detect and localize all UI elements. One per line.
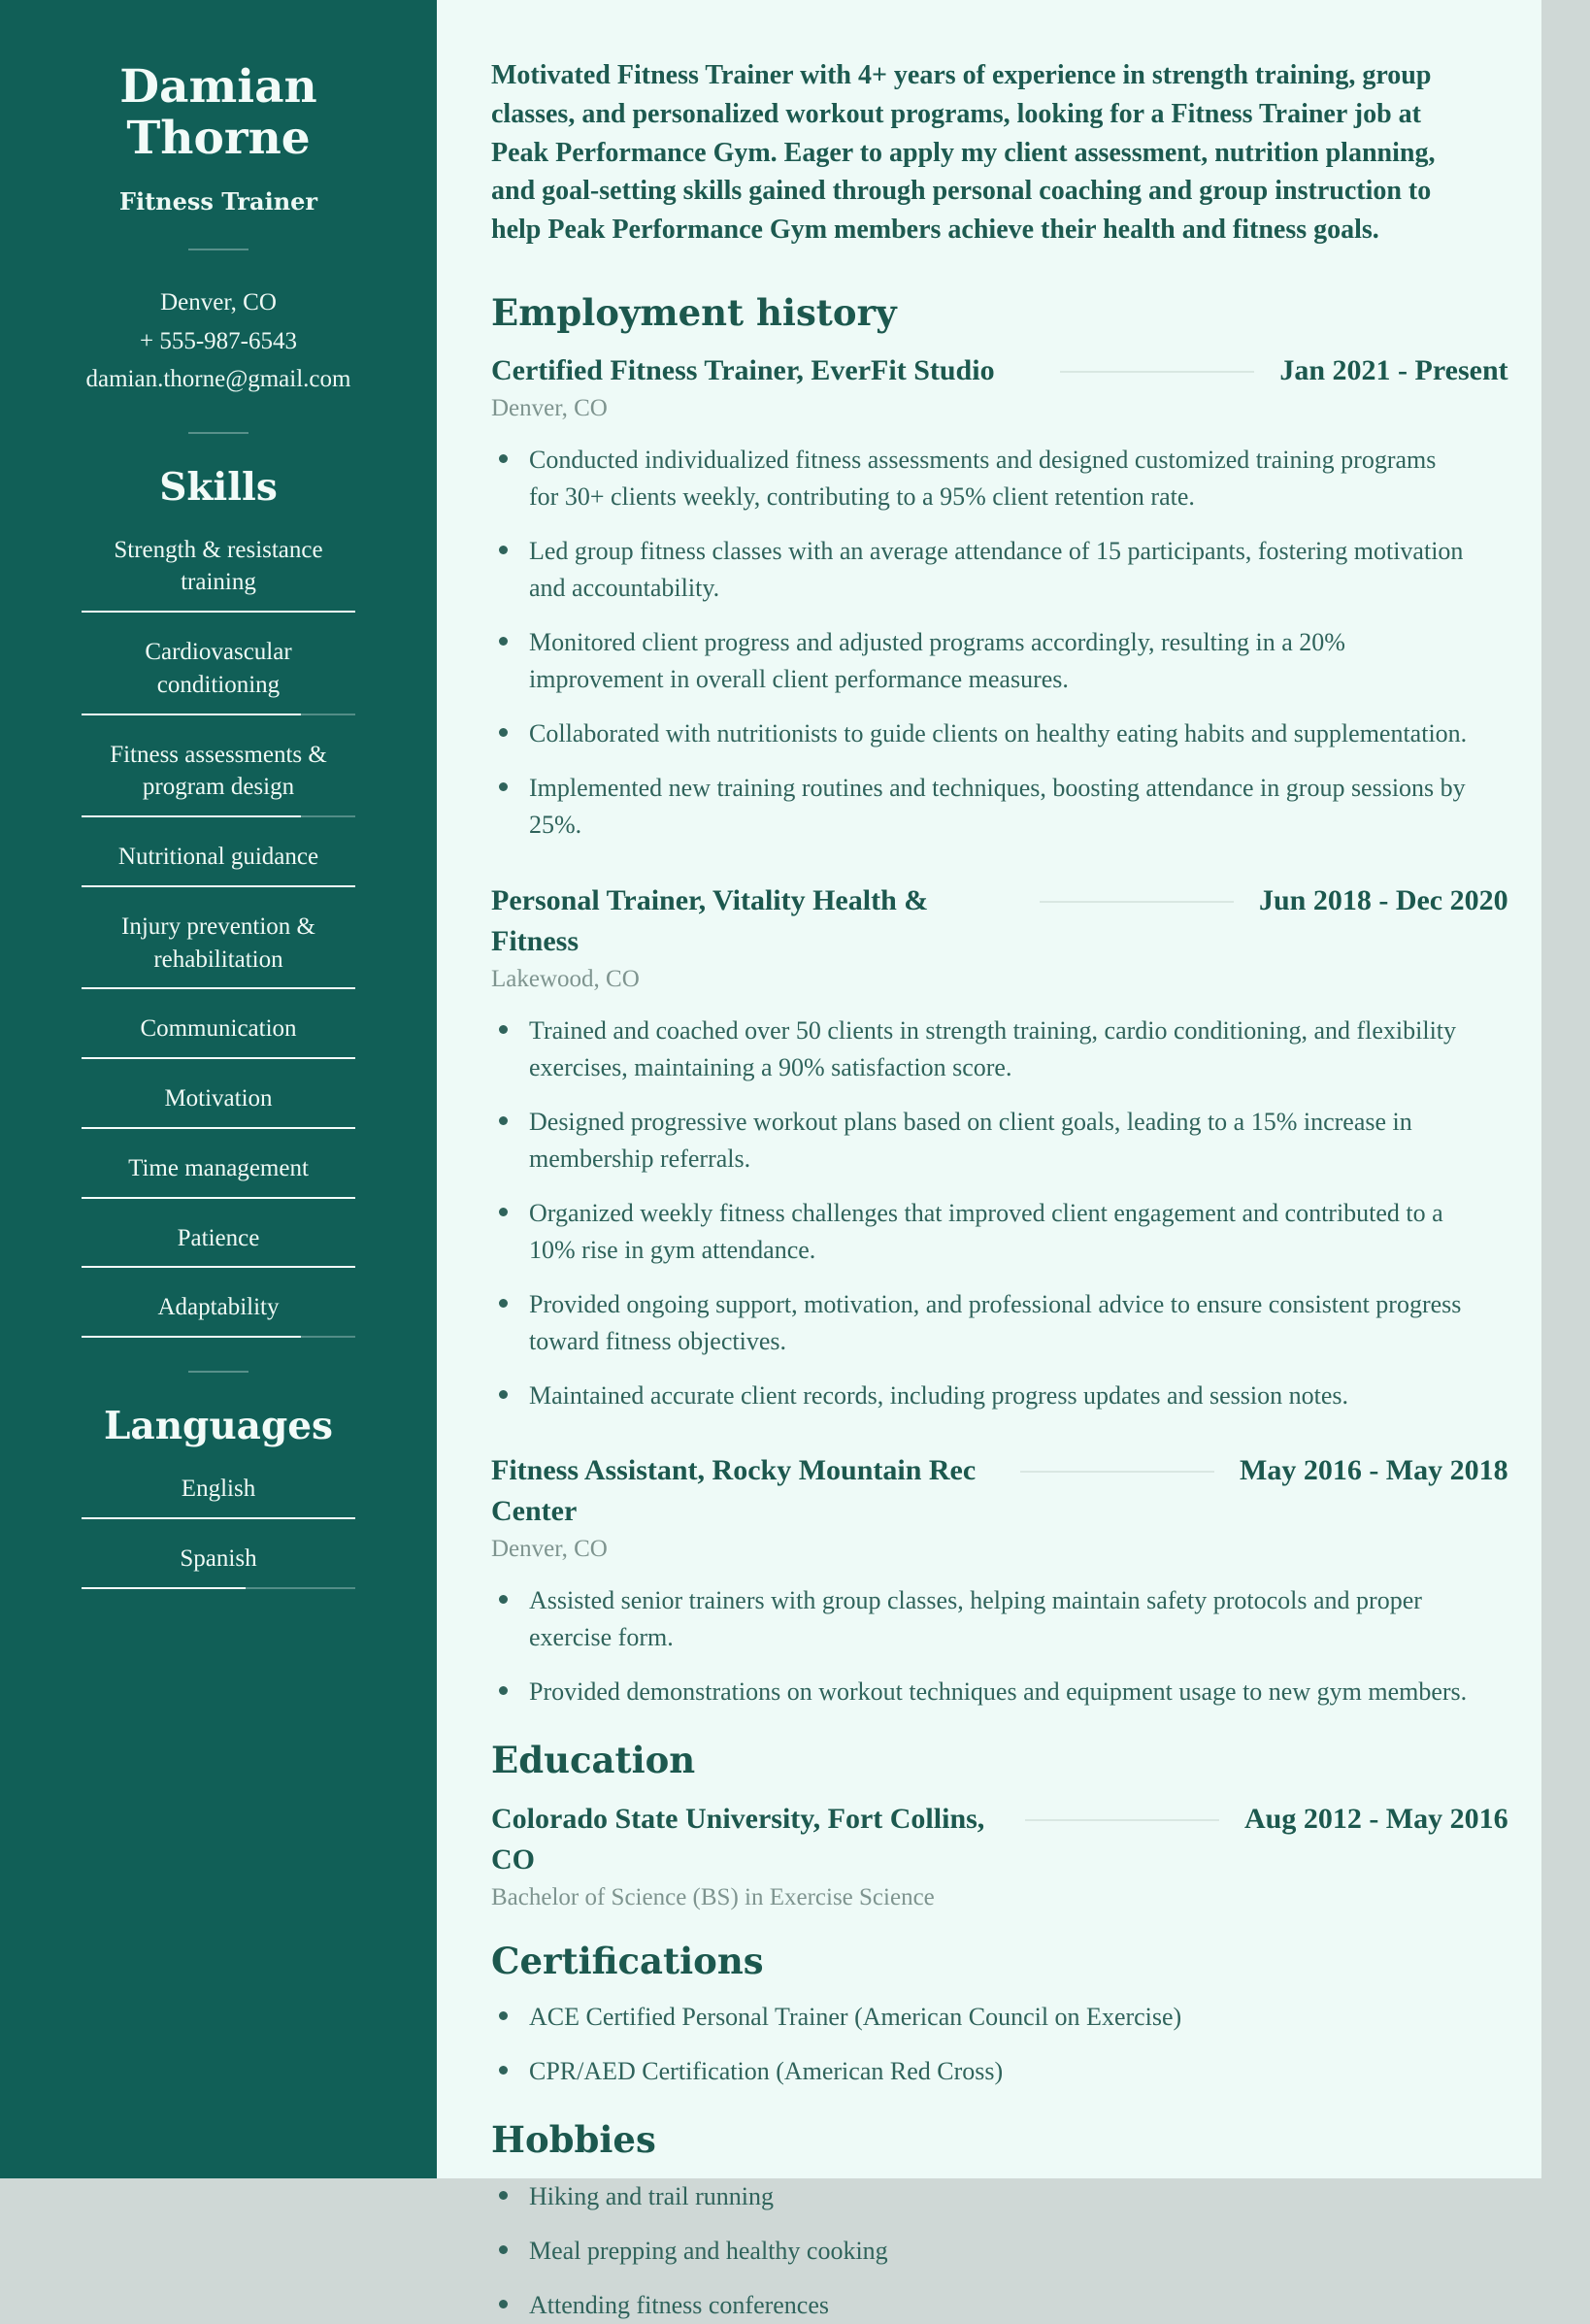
bullet-text: Maintained accurate client records, including progress updates and session notes. [529,1380,1349,1410]
job-title: Certified Fitness Trainer, EverFit Studio [491,354,995,387]
skill-level-bar [82,1197,355,1199]
bullet-text: Conducted individualized fitness assessments and designed customized training programs for 30+ clients weekly, contributing to a 95% client retention rate. [529,446,1437,512]
skill-label: Adaptability [157,1294,280,1321]
bullet-item [491,1582,1472,1656]
skill-label: Nutritional guidance [117,844,319,871]
job-divider-line [1040,901,1234,903]
education-school: Colorado State University, Fort Collins, CO [491,1802,985,1876]
job-location: Lakewood, CO [491,965,640,992]
bullet-text: Meal prepping and healthy cooking [529,2236,888,2265]
education-entry [491,1799,1508,1911]
skill-label: Communication [140,1015,297,1043]
job-location: Denver, CO [491,395,608,422]
bullet-item [491,1195,1472,1269]
hobby-item [491,2287,1472,2324]
job-bullets [491,1582,1508,1710]
language-level-bar [82,1517,355,1519]
bullet-text: CPR/AED Certification (American Red Cross) [529,2057,1004,2086]
language-item [82,1543,355,1589]
skill-label: Cardiovascular conditioning [145,639,292,698]
bullet-item [491,1013,1472,1086]
skill-item [82,841,355,887]
language-level-fill [82,1587,246,1589]
job-header-row [491,1450,1508,1532]
bullet-text: Hiking and trail running [529,2181,775,2210]
job-entry [491,880,1508,1414]
skill-item [82,739,355,818]
job-header-row [491,350,1508,391]
skill-level-fill [82,1127,355,1129]
bullet-item [491,624,1472,698]
certifications-header: Certifications [491,1939,764,1982]
languages-list [82,1473,355,1589]
job-title: Personal Trainer, Vitality Health & Fitness [491,883,929,957]
bullet-item [491,770,1472,844]
bullet-dot-icon [499,782,508,791]
skill-item [82,534,355,614]
job-location: Denver, CO [491,1536,608,1563]
language-label: English [181,1476,256,1503]
contact-phone: + 555-987-6543 [140,327,297,354]
bullet-item [491,1286,1472,1360]
bullet-item [491,715,1472,752]
skill-label: Time management [128,1154,309,1181]
job-dates: Jun 2018 - Dec 2020 [1258,883,1508,916]
bullet-text: ACE Certified Personal Trainer (American Council on Exercise) [529,2003,1182,2032]
skill-item [82,911,355,990]
skill-level-bar [82,815,355,817]
bullet-text: Provided demonstrations on workout techniques and equipment usage to new gym members. [529,1677,1468,1707]
bullet-text: Monitored client progress and adjusted programs accordingly, resulting in a 20% improvement in overall client performance measures. [529,628,1345,694]
job-divider-line [1020,1471,1214,1473]
job-bullets [491,442,1508,844]
certification-item [491,1999,1472,2036]
bullet-item [491,1674,1472,1710]
skill-level-bar [82,1336,355,1338]
skills-list [82,534,355,1339]
bullet-dot-icon [499,546,508,554]
skill-level-bar [82,987,355,989]
education-header: Education [491,1739,696,1782]
languages-header: Languages [104,1404,333,1449]
certification-item [491,2053,1472,2090]
certifications-list [491,1999,1508,2090]
bullet-dot-icon [499,1390,508,1399]
skill-level-fill [82,714,301,715]
contact-location: Denver, CO [160,289,277,316]
bullet-dot-icon [499,1025,508,1034]
job-title: Fitness Assistant, Rocky Mountain Rec Center [491,1454,977,1528]
skill-item [82,1082,355,1129]
job-divider-line [1060,371,1254,373]
hobby-item [491,2178,1472,2215]
skill-level-fill [82,987,355,989]
hobby-item [491,2233,1472,2270]
bullet-text: Designed progressive workout plans based on client goals, leading to a 15% increase in membership referrals. [529,1107,1412,1173]
hobbies-list [491,2178,1508,2324]
person-name: Damian Thorne [119,60,317,165]
bullet-dot-icon [499,637,508,646]
skill-level-bar [82,1127,355,1129]
bullet-dot-icon [499,728,508,737]
education-dates: Aug 2012 - May 2016 [1243,1802,1508,1835]
skill-item [82,636,355,715]
skill-label: Injury prevention & rehabilitation [121,913,315,973]
skill-item [82,1152,355,1199]
hobbies-header: Hobbies [491,2118,656,2162]
job-dates: May 2016 - May 2018 [1240,1454,1508,1487]
job-dates: Jan 2021 - Present [1279,354,1508,387]
bullet-item [491,1378,1472,1414]
bullet-text: Collaborated with nutritionists to guide clients on healthy eating habits and supplementation. [529,719,1468,748]
skill-label: Strength & resistance training [114,536,323,596]
skill-level-fill [82,815,301,817]
skill-level-fill [82,611,355,613]
education-degree: Bachelor of Science (BS) in Exercise Science [491,1883,935,1910]
education-header-row [491,1799,1508,1880]
sidebar-divider [188,249,248,250]
bullet-dot-icon [499,2011,508,2020]
job-bullets [491,1013,1508,1414]
skills-header: Skills [159,464,278,510]
job-entry [491,1450,1508,1710]
bullet-dot-icon [499,1116,508,1125]
skill-item [82,1013,355,1059]
skill-item [82,1222,355,1269]
skill-level-bar [82,1266,355,1268]
bullet-text: Led group fitness classes with an average attendance of 15 participants, fostering motivation and accountability. [529,537,1464,603]
skill-item [82,1291,355,1338]
bullet-dot-icon [499,454,508,463]
bullet-dot-icon [499,2300,508,2308]
bullet-dot-icon [499,2245,508,2254]
bullet-text: Attending fitness conferences [529,2290,830,2319]
language-item [82,1473,355,1519]
bullet-item [491,442,1472,515]
bullet-text: Assisted senior trainers with group classes, helping maintain safety protocols and proper exercise form. [529,1586,1422,1652]
bullet-text: Organized weekly fitness challenges that improved client engagement and contributed to a 10% rise in gym attendance. [529,1198,1443,1264]
bullet-text: Implemented new training routines and techniques, boosting attendance in group sessions by 25%. [529,773,1466,839]
sidebar-divider [188,432,248,434]
language-level-fill [82,1517,355,1519]
bullet-text: Provided ongoing support, motivation, and professional advice to ensure consistent progress toward fitness objectives. [529,1289,1462,1355]
skill-level-bar [82,885,355,887]
bullet-dot-icon [499,2066,508,2075]
skill-level-bar [82,611,355,613]
skill-label: Fitness assessments & program design [110,741,327,801]
language-level-bar [82,1587,355,1589]
skill-level-bar [82,714,355,715]
bullet-dot-icon [499,1208,508,1216]
bullet-dot-icon [499,1299,508,1308]
bullet-dot-icon [499,1595,508,1604]
skill-level-fill [82,1057,355,1059]
job-header-row [491,880,1508,962]
skill-level-fill [82,1197,355,1199]
skill-level-bar [82,1057,355,1059]
education-divider-line [1025,1819,1219,1821]
skill-level-fill [82,1266,355,1268]
skill-level-fill [82,1336,301,1338]
bullet-dot-icon [499,1686,508,1695]
contact-email: damian.thorne@gmail.com [85,366,351,393]
skill-label: Motivation [164,1085,273,1112]
sidebar-divider [188,1371,248,1373]
person-job-title: Fitness Trainer [118,187,318,216]
bullet-item [491,533,1472,607]
skill-label: Patience [177,1224,260,1251]
profile-summary: Motivated Fitness Trainer with 4+ years of experience in strength training, group classes, and personalized workout programs, looking for a Fitness Trainer job at Peak Performance Gym. Eager to apply my client assessment, nutrition planning, and goal-setting skills gained through personal coaching and group instruction to help Peak Performance Gym members achieve their health and fitness goals. [491,60,1436,245]
main-content [437,0,1590,2319]
contact-block [82,283,355,399]
bullet-item [491,1104,1472,1178]
skill-level-fill [82,885,355,887]
bullet-dot-icon [499,2191,508,2200]
language-label: Spanish [180,1544,257,1572]
bullet-text: Trained and coached over 50 clients in strength training, cardio conditioning, and flexibility exercises, maintaining a 90% satisfaction score. [529,1015,1457,1081]
job-entry [491,350,1508,844]
sidebar [0,0,437,2178]
employment-history-header: Employment history [491,290,897,334]
